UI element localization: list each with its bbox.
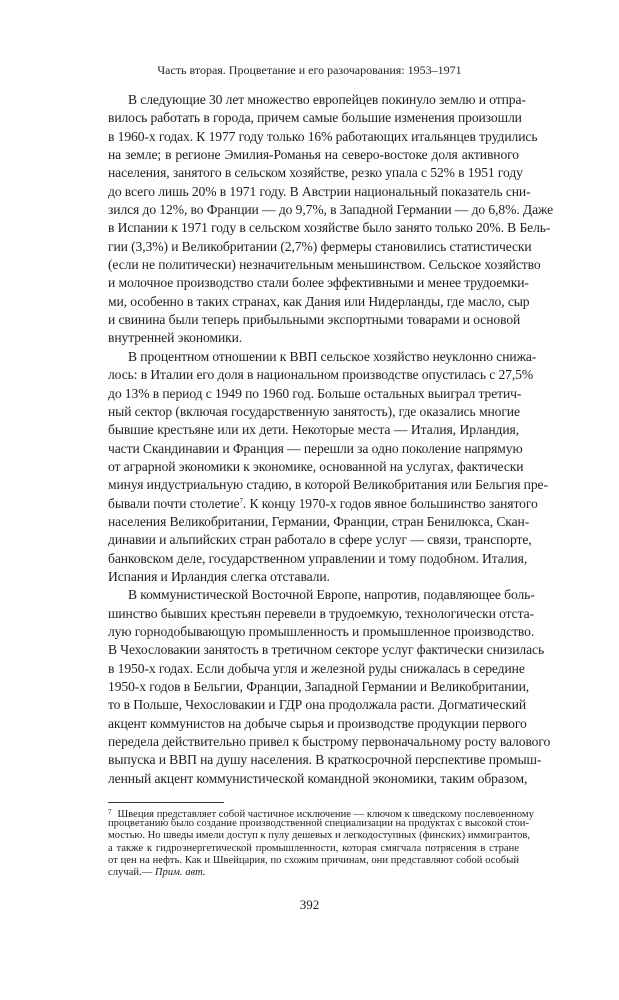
footnote-attribution: Прим. авт.	[154, 866, 206, 878]
footnote-line	[108, 867, 519, 879]
paragraph	[108, 348, 548, 586]
text-line: ный сектор (включая государственную занятость), где оказались многие	[108, 403, 520, 419]
text-line: на земле; в регионе Эмилия-Романья на северо-востоке доля активного	[108, 147, 519, 163]
text-line: банковском деле, государственном управлении и тому подобном. Италия,	[108, 550, 528, 566]
text-line: В коммунистической Восточной Европе, напротив, подавляющее боль-	[128, 587, 535, 603]
footnote-text: Швеция представляет собой частичное исключение — ключом к шведскому послевоенному	[117, 809, 534, 820]
text-line: до всего лишь 20% в 1971 году. В Австрии национальный показатель сни-	[108, 183, 531, 199]
text-line: до 13% в период с 1949 по 1960 год. Больше остальных выиграл третич-	[108, 385, 522, 401]
text-line: в 1950-х годах. Если добыча угля и железной руды снижалась в середине	[108, 660, 525, 676]
text-line: В следующие 30 лет множество европейцев покинуло землю и отпра-	[128, 92, 526, 107]
footnote	[108, 806, 534, 879]
footnote-reference[interactable]: 7	[239, 496, 243, 505]
text-line: от аграрной экономики к экономике, основанной на услугах, фактически	[108, 458, 524, 474]
text-line: в 1960-х годах. К 1977 году только 16% работающих итальянцев трудились	[108, 128, 538, 144]
text-line: минуя индустриальную стадию, в которой Великобритания или Бельгия пре-	[108, 477, 548, 493]
text-line: вилось работать в города, причем самые большие изменения произошли	[108, 110, 522, 126]
footnote-line	[108, 818, 529, 830]
footnote-marker: 7	[108, 808, 112, 816]
text-line: Испания и Ирландия слегка отставали.	[108, 568, 330, 584]
text-line: (если не политически) незначительным меньшинством. Сельское хозяйство	[108, 257, 541, 273]
text-line: гии (3,3%) и Великобритании (2,7%) фермеры становились статистически	[108, 238, 532, 254]
text-line: внутренней экономики.	[108, 330, 243, 346]
text-line: 1950-х годов в Бельгии, Франции, Западной Германии и Великобритании,	[108, 679, 530, 694]
text-line: бывали почти столетие$^7$. К концу 1970-х годов явное большинство занятого	[108, 495, 538, 511]
text-line: и свинина были теперь прибыльными экспортными товарами и основой	[108, 312, 521, 328]
body-text	[108, 91, 554, 788]
footnote-line	[108, 843, 519, 855]
text-line: В Чехословакии занятость в третичном секторе услуг фактически снизилась	[108, 642, 545, 658]
text-line: ми, особенно в таких странах, как Дания или Нидерланды, где масло, сыр	[108, 293, 530, 309]
text-line: части Скандинавии и Франция — перешли за одно поколение напрямую	[108, 440, 523, 456]
text-line: в Испании к 1971 году в сельском хозяйстве было занято только 20%. В Бель-	[108, 220, 551, 236]
text-line: зился до 12%, во Франции — до 9,7%, в Западной Германии — до 6,8%. Даже	[108, 202, 554, 218]
footnote-line	[108, 830, 531, 842]
footnote-line	[108, 855, 519, 867]
footnote-divider	[108, 802, 224, 803]
text-line: акцент коммунистов на добыче сырья и производстве продукции первого	[108, 715, 527, 731]
footnote-text: процветанию было создание производственной специализации на продуктах с высокой стои-	[108, 818, 529, 830]
text-line: лую горнодобывающую промышленность и промышленное производство.	[108, 623, 535, 639]
text-line: выпуска и ВВП на душу населения. В краткосрочной перспективе промыш-	[108, 752, 542, 768]
text-line: шинство бывших крестьян перевели в трудоемкую, технологически отста-	[108, 605, 534, 621]
paragraph	[108, 91, 554, 348]
page-number: 392	[299, 897, 320, 912]
footnote-text: мостью. Но шведы имели доступ к пулу дешевых и легкодоступных (финских) иммигрантов,	[108, 830, 531, 842]
footnote-text: случай.—	[108, 866, 153, 878]
text-line: населения, занятого в сельском хозяйстве, резко упала с 52% в 1951 году	[108, 165, 523, 181]
text-line: и молочное производство стали более эффективными и менее трудоемки-	[108, 275, 529, 291]
text-line: лось: в Италии его доля в национальном производстве опустилась с 27,5%	[108, 367, 534, 383]
text-line: динавии и альпийских стран работало в сфере услуг — связи, транспорте,	[108, 532, 532, 548]
footnote-text: а также к гидроэнергетической промышленности, которая смягчала потрясения в стране	[108, 842, 519, 854]
footnote-text: от цен на нефть. Как и Швейцария, по схожим причинам, они представляют собой особый	[108, 854, 519, 866]
text-line: населения Великобритании, Германии, Франции, стран Бенилюкса, Скан-	[108, 513, 530, 529]
text-line: ленный акцент коммунистической командной экономики, таким образом,	[108, 770, 528, 786]
text-line: В процентном отношении к ВВП сельское хозяйство неуклонно снижа-	[128, 348, 537, 364]
footnote-line	[108, 806, 534, 820]
paragraph	[108, 586, 551, 788]
text-line: то в Польше, Чехословакии и ГДР она продолжала расти. Догматический	[108, 697, 527, 713]
text-line: передела действительно привел к быстрому первоначальному росту валового	[108, 734, 551, 750]
text-line: бывшие крестьяне или их дети. Некоторые места — Италия, Ирландия,	[108, 422, 519, 438]
running-header: Часть вторая. Процветание и его разочарования: 1953–1971	[157, 63, 462, 77]
